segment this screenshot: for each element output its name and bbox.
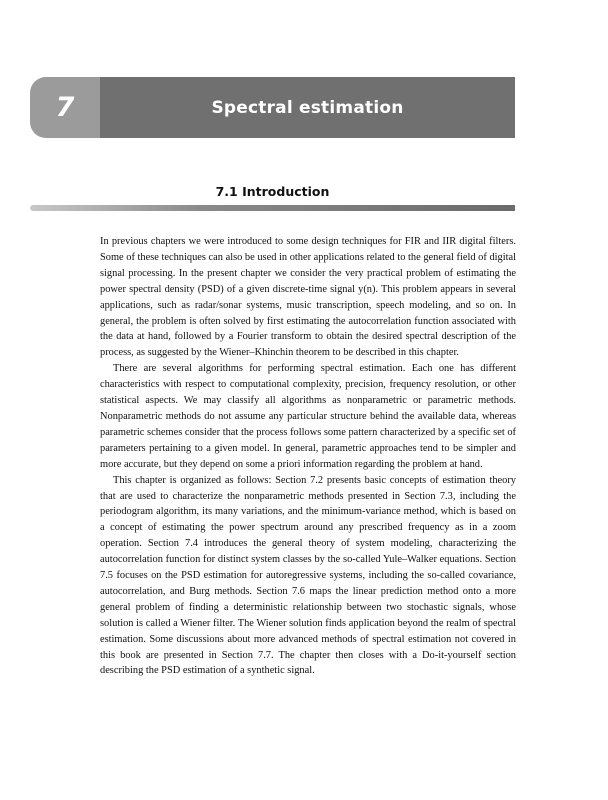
body-text <box>100 234 516 679</box>
chapter-number-tab <box>30 77 100 138</box>
section-heading: 7.1 Introduction <box>215 184 330 199</box>
paragraph-2: There are several algorithms for performing spectral estimation. Each one has different characteristics with respect to computational complexity, precision, frequency resolution, or other statistical aspects. We may classify all algorithms as nonparametric or parametric methods. Nonparametric methods do not assume any particular structure behind the available data, whereas parametric schemes consider that the process follows some pattern characterized by a specific set of parameters pertaining to a given model. In general, parametric approaches tend to be simpler and more accurate, but they depend on some a priori information regarding the problem at hand. <box>100 363 516 470</box>
section-rule <box>30 205 515 211</box>
chapter-title-bar <box>100 77 515 138</box>
paragraph-3: This chapter is organized as follows: Section 7.2 presents basic concepts of estimation theory that are used to characterize the nonparametric methods presented in Section 7.3, including the periodogram algorithm, its many variations, and the minimum-variance method, which is based on a concept of estimating the power spectrum around any prescribed frequency as in a zoom operation. Section 7.4 introduces the general theory of system modeling, characterizing the autocorrelation function for distinct system classes by the so-called Yule–Walker equations. Section 7.5 focuses on the PSD estimation for autoregressive systems, including the so-called covariance, autocorrelation, and Burg methods. Section 7.6 maps the linear prediction method onto a more general problem of finding a deterministic relationship between two stochastic signals, whose solution is called a Wiener filter. The Wiener solution finds application beyond the realm of spectral estimation. Some discussions about more advanced methods of spectral estimation not covered in this book are presented in Section 7.7. The chapter then closes with a Do-it-yourself section describing the PSD estimation of a synthetic signal. <box>100 474 516 677</box>
chapter-number: 7 <box>55 92 75 123</box>
paragraph-1: In previous chapters we were introduced to some design techniques for FIR and IIR digital filters. Some of these techniques can also be used in other applications related to the general field of digital signal processing. In the present chapter we consider the very practical problem of estimating the power spectral density (PSD) of a given discrete-time signal y(n). This problem appears in several applications, such as radar/sonar systems, music transcription, speech modeling, and so on. In general, the problem is often solved by first estimating the autocorrelation function associated with the data at hand, followed by a Fourier transform to obtain the desired spectral description of the process, as suggested by the Wiener–Khinchin theorem to be described in this chapter. <box>100 236 516 359</box>
chapter-banner <box>30 77 515 138</box>
chapter-title: Spectral estimation <box>211 97 404 118</box>
